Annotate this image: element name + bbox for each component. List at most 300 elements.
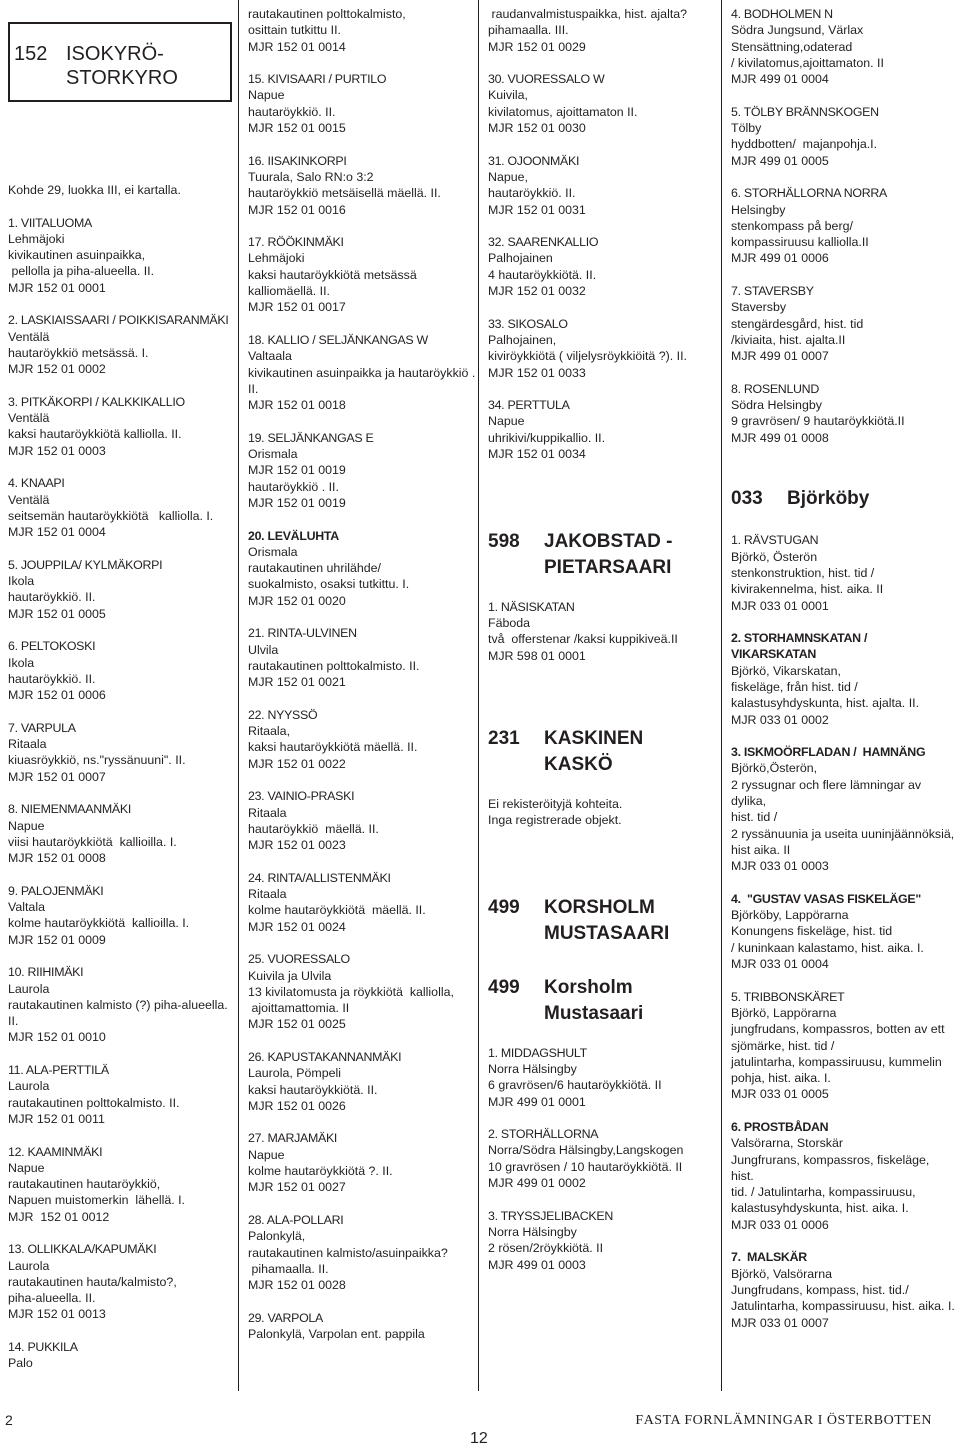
site-entry (731, 630, 955, 728)
site-detail: 4 hautaröykkiötä. II. (488, 267, 597, 282)
site-entry (488, 599, 716, 664)
site-detail: Valtaala (248, 349, 292, 364)
site-detail: stengärdesgård, hist. tid (731, 316, 864, 331)
site-detail: Palo (8, 1356, 33, 1371)
site-detail: Jatulintarha, kompassiruusu, hist. aika. I. (731, 1299, 955, 1314)
site-register-number: MJR 033 01 0004 (731, 957, 829, 972)
municipality-section-033 (731, 484, 955, 1331)
site-detail: Ritaala, (248, 724, 291, 739)
site-detail: Ventälä (8, 329, 50, 344)
column-divider (721, 0, 722, 1391)
site-title: 8. ROSENLUND (731, 381, 819, 396)
site-detail: Orismala (248, 447, 298, 462)
site-register-number: MJR 152 01 0017 (248, 300, 346, 315)
site-register-number: MJR 152 01 0034 (488, 447, 586, 462)
site-entry (8, 475, 232, 540)
municipality-code: 033 (731, 488, 763, 510)
site-title: 33. SIKOSALO (488, 316, 568, 331)
site-register-number: MJR 499 01 0008 (731, 430, 829, 445)
site-register-number: MJR 152 01 0019 (248, 495, 346, 510)
site-detail: tid. / Jatulintarha, kompassiruusu, (731, 1185, 916, 1200)
site-detail: kalliomäellä. II. (248, 284, 330, 299)
site-detail: Björkö, Vikarskatan, (731, 663, 841, 678)
site-detail: Ritaala (248, 805, 287, 820)
site-title: 15. KIVISAARI / PURTILO (248, 72, 387, 87)
site-entry (248, 234, 476, 315)
site-detail: stenkonstruktion, hist. tid / (731, 565, 875, 580)
site-title: 16. IISAKINKORPI (248, 153, 347, 168)
site-title: 23. VAINIO-PRASKI (248, 789, 355, 804)
site-title: 20. LEVÄLUHTA (248, 528, 339, 543)
site-title: 21. RINTA-ULVINEN (248, 626, 357, 641)
site-title: 5. TÖLBY BRÄNNSKOGEN (731, 104, 879, 119)
site-title: 24. RINTA/ALLISTENMÄKI (248, 870, 391, 885)
no-objects-note: Inga registrerade objekt. (488, 813, 622, 828)
site-entry (248, 788, 476, 853)
site-register-number: MJR 152 01 0015 (248, 121, 346, 136)
site-detail: seitsemän hautaröykkiötä kalliolla. I. (8, 508, 214, 523)
site-detail: raudanvalmistuspaikka, hist. ajalta? (488, 7, 688, 21)
site-detail: pihamaalla. III. (488, 23, 569, 38)
site-entry (248, 153, 476, 218)
site-detail: sjömärke, hist. tid / (731, 1038, 835, 1053)
site-detail: hautaröykkiö mäellä. II. (248, 821, 379, 836)
site-entry (248, 870, 476, 935)
municipality-header-bjorkoby (731, 484, 955, 512)
column-divider (478, 0, 479, 1391)
municipality-name: JAKOBSTAD - PIETARSAARI (544, 530, 673, 578)
site-title: 30. VUORESSALO W (488, 72, 605, 87)
site-detail: 9 gravrösen/ 9 hautaröykkiötä.II (731, 414, 905, 429)
municipality-header-kaskinen (488, 724, 716, 778)
site-title: 18. KALLIO / SELJÄNKANGAS W (248, 332, 428, 347)
site-title: 34. PERTTULA (488, 398, 570, 413)
site-detail: II. (8, 1014, 19, 1029)
municipality-name: Korsholm Mustasaari (544, 976, 644, 1024)
site-entry (8, 215, 232, 296)
site-detail: Norra Hälsingby (488, 1061, 577, 1076)
site-detail: 2 ryssugnar och flere lämningar av dylika, (731, 777, 925, 809)
entry-list (488, 599, 716, 664)
site-register-number: MJR 152 01 0007 (8, 769, 106, 784)
site-register-number: MJR 152 01 0023 (248, 838, 346, 853)
site-detail: Valsörarna, Storskär (731, 1136, 844, 1151)
site-entry (8, 1062, 232, 1127)
site-register-number: MJR 033 01 0007 (731, 1315, 829, 1330)
site-register-number: MJR 033 01 0006 (731, 1217, 829, 1232)
site-detail: Kuivila ja Ulvila (248, 968, 332, 983)
site-detail: stenkompass på berg/ (731, 218, 853, 233)
site-detail: viisi hautaröykkiötä kallioilla. I. (8, 834, 177, 849)
site-detail: hautaröykkiö. II. (8, 671, 96, 686)
site-detail: hautaröykkiö . II. (248, 479, 339, 494)
site-detail: kaksi hautaröykkiötä. II. (248, 1082, 378, 1097)
site-entry (488, 1126, 716, 1191)
site-detail: Norra/Södra Hälsingby,Langskogen (488, 1143, 684, 1158)
site-detail: jungfrudans, kompassros, botten av ett (731, 1022, 945, 1037)
site-entry (8, 964, 232, 1045)
site-title: 3. PITKÄKORPI / KALKKIKALLIO (8, 394, 185, 409)
site-register-number: MJR 152 01 0030 (488, 121, 586, 136)
site-detail: Napue (248, 88, 285, 103)
page-number-left: 2 (5, 1412, 13, 1428)
site-entry (8, 394, 232, 459)
site-title: 1. MIDDAGSHULT (488, 1045, 587, 1060)
site-detail: pihamaalla. II. (248, 1261, 329, 1276)
site-detail: Laurola, Pömpeli (248, 1066, 341, 1081)
site-detail: hautaröykkiö metsässä. I. (8, 345, 149, 360)
municipality-name: ISOKYRÖ- STORKYRO (66, 43, 178, 89)
site-register-number: MJR 499 01 0005 (731, 153, 829, 168)
entry-list (248, 6, 476, 1342)
site-title: 6. STORHÄLLORNA NORRA (731, 186, 887, 201)
site-detail: Tuurala, Salo RN:o 3:2 (248, 169, 374, 184)
site-detail: Napue (8, 818, 45, 833)
site-detail: Björkö, Lappörarna (731, 1005, 837, 1020)
site-detail: Lehmäjoki (8, 231, 65, 246)
site-entry (8, 720, 232, 785)
site-detail: Ventälä (8, 492, 50, 507)
site-entry (8, 883, 232, 948)
site-entry (488, 234, 716, 299)
municipality-name: KORSHOLM MUSTASAARI (544, 896, 670, 944)
site-detail: rautakautinen polttokalmisto. II. (8, 1095, 180, 1110)
site-detail: hautaröykkiö metsäisellä mäellä. II. (248, 186, 441, 201)
site-detail: kiviröykkiötä ( viljelysröykkiöitä ?). II. (488, 349, 687, 364)
site-detail: Palonkylä, Varpolan ent. pappila (248, 1327, 425, 1342)
column-3 (488, 6, 716, 1289)
site-title: 2. LASKIAISSAARI / POIKKISARANMÄKI (8, 313, 229, 328)
site-entry (248, 1049, 476, 1114)
site-register-number: MJR 152 01 0005 (8, 606, 106, 621)
site-register-number: MJR 152 01 0002 (8, 362, 106, 377)
site-entry (731, 6, 955, 87)
site-entry (488, 1045, 716, 1110)
site-entry (731, 185, 955, 266)
site-detail: Kuivila, (488, 88, 528, 103)
site-entry (248, 430, 476, 511)
site-register-number: MJR 152 01 0009 (8, 932, 106, 947)
site-detail: kalastusyhdyskunta, hist. aika. I. (731, 1201, 909, 1216)
site-detail: Ritaala (8, 737, 47, 752)
site-entry (731, 532, 955, 613)
site-detail: kaksi hautaröykkiötä mäellä. II. (248, 740, 418, 755)
site-detail: Orismala (248, 544, 298, 559)
site-title: 26. KAPUSTAKANNANMÄKI (248, 1050, 402, 1064)
site-entry (248, 1130, 476, 1195)
site-detail: jatulintarha, kompassiruusu, kummelin (731, 1054, 942, 1069)
municipality-name: Björköby (787, 488, 870, 510)
site-detail: Björkö, Österön (731, 549, 818, 564)
site-register-number: MJR 152 01 0011 (8, 1111, 105, 1126)
site-entry (248, 528, 476, 609)
site-detail: Laurola (8, 1079, 50, 1094)
site-detail: ajoittamattomia. II (248, 1001, 350, 1016)
site-entry (8, 557, 232, 622)
site-register-number: MJR 152 01 0016 (248, 202, 346, 217)
site-detail: rautakautinen polttokalmisto, (248, 7, 406, 21)
site-detail: hautaröykkiö. II. (248, 104, 336, 119)
site-register-number: MJR 152 01 0029 (488, 39, 586, 54)
site-title: 31. OJOONMÄKI (488, 153, 580, 168)
site-detail: Södra Helsingby (731, 398, 822, 413)
site-title: 4. BODHOLMEN N (731, 7, 833, 21)
site-title: 32. SAARENKALLIO (488, 235, 599, 250)
site-register-number: MJR 033 01 0003 (731, 859, 829, 874)
site-title: 19. SELJÄNKANGAS E (248, 430, 374, 445)
site-detail: kaksi hautaröykkiötä kalliolla. II. (8, 427, 182, 442)
site-detail: rautakautinen hautaröykkiö, (8, 1177, 161, 1192)
site-register-number: MJR 152 01 0024 (248, 919, 346, 934)
site-detail: Björköby, Lappörarna (731, 908, 849, 923)
site-detail: rautakautinen kalmisto (?) piha-alueella. (8, 997, 228, 1012)
site-entry (731, 891, 955, 972)
site-register-number: MJR 152 01 0008 (8, 851, 106, 866)
site-entry (8, 312, 232, 377)
site-detail: Valtala (8, 900, 45, 915)
site-detail: 10 gravrösen / 10 hautaröykkiötä. II (488, 1159, 683, 1174)
site-detail: Napue (488, 414, 525, 429)
site-title: 1. RÄVSTUGAN (731, 533, 819, 548)
site-entry (248, 71, 476, 136)
entry-list (8, 215, 232, 1372)
site-entry (248, 951, 476, 1032)
site-entry (488, 6, 716, 55)
site-register-number: MJR 499 01 0001 (488, 1094, 586, 1109)
site-detail: Staversby (731, 300, 787, 315)
column-divider (238, 0, 239, 1391)
site-title: 2. STORHÄLLORNA (488, 1127, 599, 1142)
site-register-number: MJR 152 01 0006 (8, 688, 106, 703)
site-detail: Fäboda (488, 615, 531, 630)
municipality-header-korsholm-2 (488, 973, 716, 1027)
site-title: 4. "GUSTAV VASAS FISKELÄGE" (731, 891, 921, 906)
site-title: 14. PUKKILA (8, 1340, 78, 1355)
site-register-number: MJR 033 01 0005 (731, 1087, 829, 1102)
site-detail: Ulvila (248, 642, 279, 657)
site-register-number: MJR 152 01 0022 (248, 756, 346, 771)
site-detail: kolme hautaröykkiötä kallioilla. I. (8, 916, 190, 931)
site-detail: Napuen muistomerkin lähellä. I. (8, 1193, 185, 1208)
site-detail: kivikautinen asuinpaikka, (8, 248, 146, 263)
site-detail: 2 rösen/2röykkiötä. II (488, 1241, 604, 1256)
site-title: 28. ALA-POLLARI (248, 1212, 344, 1227)
municipality-code: 499 (488, 896, 520, 918)
municipality-section-598 (488, 527, 716, 664)
site-title: 10. RIIHIMÄKI (8, 965, 84, 980)
site-entry (248, 625, 476, 690)
site-detail: Ikola (8, 655, 35, 670)
site-entry (731, 1249, 955, 1330)
site-entry (248, 1310, 476, 1343)
site-detail: osittain tutkittu II. (248, 23, 341, 38)
site-detail: Jungfrudans, kompass, hist. tid./ (731, 1282, 909, 1297)
site-detail: Ventälä (8, 411, 50, 426)
site-detail: 2 ryssänuunia ja useita uuninjäännöksiä, (731, 826, 955, 841)
site-detail: rautakautinen hauta/kalmisto?, (8, 1274, 177, 1289)
site-detail: Tölby (731, 121, 762, 136)
site-register-number: MJR 598 01 0001 (488, 648, 586, 663)
municipality-section-231 (488, 724, 716, 829)
site-detail: Palhojainen (488, 251, 553, 266)
column-1 (8, 22, 232, 1388)
site-detail: Konungens fiskeläge, hist. tid (731, 924, 893, 939)
site-detail: hist aika. II (731, 842, 791, 857)
site-entry (248, 6, 476, 55)
site-register-number: MJR 152 01 0003 (8, 443, 106, 458)
site-register-number: MJR 152 01 0021 (248, 675, 346, 690)
site-entry (488, 153, 716, 218)
running-footer: FASTA FORNLÄMNINGAR I ÖSTERBOTTEN (635, 1413, 932, 1428)
site-detail: Södra Jungsund, Värlax (731, 23, 864, 38)
site-title: 29. VARPOLA (248, 1310, 323, 1325)
municipality-code: 499 (488, 976, 520, 998)
site-register-number: MJR 152 01 0001 (8, 280, 106, 295)
site-title: 3. ISKMOÖRFLADAN / HAMNÄNG (731, 745, 926, 760)
site-detail: rautakautinen polttokalmisto. II. (248, 658, 420, 673)
site-entry (8, 638, 232, 703)
site-title: 12. KAAMINMÄKI (8, 1144, 103, 1159)
site-detail: Ritaala (248, 887, 287, 902)
site-register-number: MJR 152 01 0020 (248, 593, 346, 608)
site-detail: / kuninkaan kalastamo, hist. aika. I. (731, 940, 924, 955)
site-detail: Napue (8, 1160, 45, 1175)
site-detail: pellolla ja piha-alueella. II. (8, 264, 155, 279)
municipality-section-499 (488, 973, 716, 1273)
site-register-number: MJR 152 01 0026 (248, 1098, 346, 1113)
site-title: 4. KNAAPI (8, 476, 65, 491)
municipality-code: 598 (488, 530, 520, 552)
site-detail: fiskeläge, från hist. tid / (731, 679, 858, 694)
no-objects-note: Ei rekisteröityjä kohteita. (488, 797, 623, 812)
site-detail: uhrikivi/kuppikallio. II. (488, 430, 606, 445)
site-detail: två offerstenar /kaksi kuppikiveä.II (488, 632, 678, 647)
site-detail: Helsingby (731, 202, 786, 217)
site-detail: hyddbotten/ majanpohja.I. (731, 137, 878, 152)
site-title: 3. TRYSSJELIBACKEN (488, 1208, 613, 1223)
site-detail: Jungfrurans, kompassros, fiskeläge, hist. (731, 1152, 933, 1183)
site-detail: /kiviaita, hist. ajalta.II (731, 332, 846, 347)
site-detail: kolme hautaröykkiötä mäellä. II. (248, 903, 426, 918)
site-title: 7. STAVERSBY (731, 284, 814, 299)
site-detail: Napue (248, 1147, 285, 1162)
column-2 (248, 6, 476, 1359)
site-register-number: MJR 152 01 0031 (488, 202, 586, 217)
site-detail: / kivilatomus,ajoittamaton. II (731, 55, 884, 70)
site-title: 5. TRIBBONSKÄRET (731, 989, 845, 1004)
site-entry (488, 316, 716, 381)
site-detail: Stensättning,odaterad (731, 39, 853, 54)
site-detail: suokalmisto, osaksi tutkittu. I. (248, 577, 410, 592)
site-title: 27. MARJAMÄKI (248, 1131, 338, 1146)
site-title: 6. PELTOKOSKI (8, 639, 96, 654)
site-entry (731, 104, 955, 169)
site-detail: kivikautinen asuinpaikka ja hautaröykkiö . (248, 365, 476, 380)
site-detail: hautaröykkiö. II. (488, 186, 576, 201)
site-title: 6. PROSTBÅDAN (731, 1120, 829, 1134)
entry-list (731, 532, 955, 1331)
site-title: 25. VUORESSALO (248, 952, 350, 967)
site-register-number: MJR 152 01 0032 (488, 284, 586, 299)
site-detail: pohja, hist. aika. I. (731, 1071, 831, 1086)
site-register-number: MJR 152 01 0012 (8, 1209, 110, 1224)
site-title: 8. NIEMENMAANMÄKI (8, 802, 131, 817)
site-title: 1. VIITALUOMA (8, 215, 93, 230)
site-register-number: MJR 152 01 0018 (248, 398, 346, 413)
site-detail: kaksi hautaröykkiötä metsässä (248, 267, 417, 282)
site-entry (248, 1212, 476, 1293)
site-register-number: MJR 499 01 0004 (731, 72, 829, 87)
entry-list (488, 1045, 716, 1273)
site-register-number: MJR 499 01 0003 (488, 1257, 586, 1272)
site-detail: Palonkylä, (248, 1229, 306, 1244)
site-register-number: MJR 033 01 0001 (731, 598, 829, 613)
site-entry (8, 1144, 232, 1225)
site-detail: Laurola (8, 981, 50, 996)
site-register-number: MJR 152 01 0033 (488, 365, 586, 380)
site-entry (248, 332, 476, 413)
site-register-number: MJR 152 01 0027 (248, 1180, 346, 1195)
site-title: 22. NYYSSÖ (248, 707, 318, 722)
site-detail: kivirakennelma, hist. aika. II (731, 582, 884, 597)
site-detail: II. (248, 381, 259, 396)
site-register-number: MJR 499 01 0002 (488, 1176, 586, 1191)
column-4 (731, 6, 955, 1347)
site-detail: Palhojainen, (488, 332, 557, 347)
site-entry (8, 1339, 232, 1372)
site-entry (488, 71, 716, 136)
site-register-number: MJR 152 01 0028 (248, 1278, 346, 1293)
municipality-code: 152 (14, 43, 48, 65)
site-detail: Norra Hälsingby (488, 1224, 577, 1239)
site-title: 7. VARPULA (8, 720, 76, 735)
site-register-number: MJR 499 01 0006 (731, 251, 829, 266)
site-register-number: MJR 152 01 0004 (8, 525, 106, 540)
site-entry (731, 283, 955, 364)
site-detail: Napue, (488, 169, 528, 184)
site-register-number: MJR 152 01 0013 (8, 1307, 106, 1322)
site-detail: 13 kivilatomusta ja röykkiötä kalliolla, (248, 984, 454, 999)
site-title: 2. STORHAMNSKATAN / VIKARSKATAN (731, 631, 871, 662)
site-entry (731, 744, 955, 874)
site-title: 7. MALSKÄR (731, 1250, 807, 1265)
site-detail: kompassiruusu kalliolla.II (731, 235, 869, 250)
site-detail: kivilatomus, ajoittamaton II. (488, 104, 638, 119)
municipality-code: 231 (488, 728, 520, 750)
site-entry (488, 1208, 716, 1273)
site-entry (488, 397, 716, 462)
site-detail: piha-alueella. II. (8, 1291, 96, 1306)
site-detail: Björkö,Österön, (731, 761, 818, 776)
site-detail: Lehmäjoki (248, 251, 305, 266)
site-entry (8, 1241, 232, 1322)
site-detail: kalastusyhdyskunta, hist. ajalta. II. (731, 696, 920, 711)
site-entry (731, 381, 955, 446)
site-detail: Björkö, Valsörarna (731, 1266, 833, 1281)
site-register-number: MJR 152 01 0010 (8, 1030, 106, 1045)
site-entry (731, 1119, 955, 1233)
site-detail: 6 gravrösen/6 hautaröykkiötä. II (488, 1078, 662, 1093)
site-detail: Laurola (8, 1258, 50, 1273)
site-title: 11. ALA-PERTTILÄ (8, 1063, 109, 1078)
site-detail: hist. tid / (731, 810, 778, 825)
site-detail: hautaröykkiö. II. (8, 590, 96, 605)
site-entry (248, 707, 476, 772)
site-detail: kolme hautaröykkiötä ?. II. (248, 1164, 393, 1179)
site-register-number: MJR 152 01 0019 (248, 463, 346, 478)
site-title: 13. OLLIKKALA/KAPUMÄKI (8, 1242, 157, 1257)
site-title: 5. JOUPPILA/ KYLMÄKORPI (8, 557, 163, 572)
